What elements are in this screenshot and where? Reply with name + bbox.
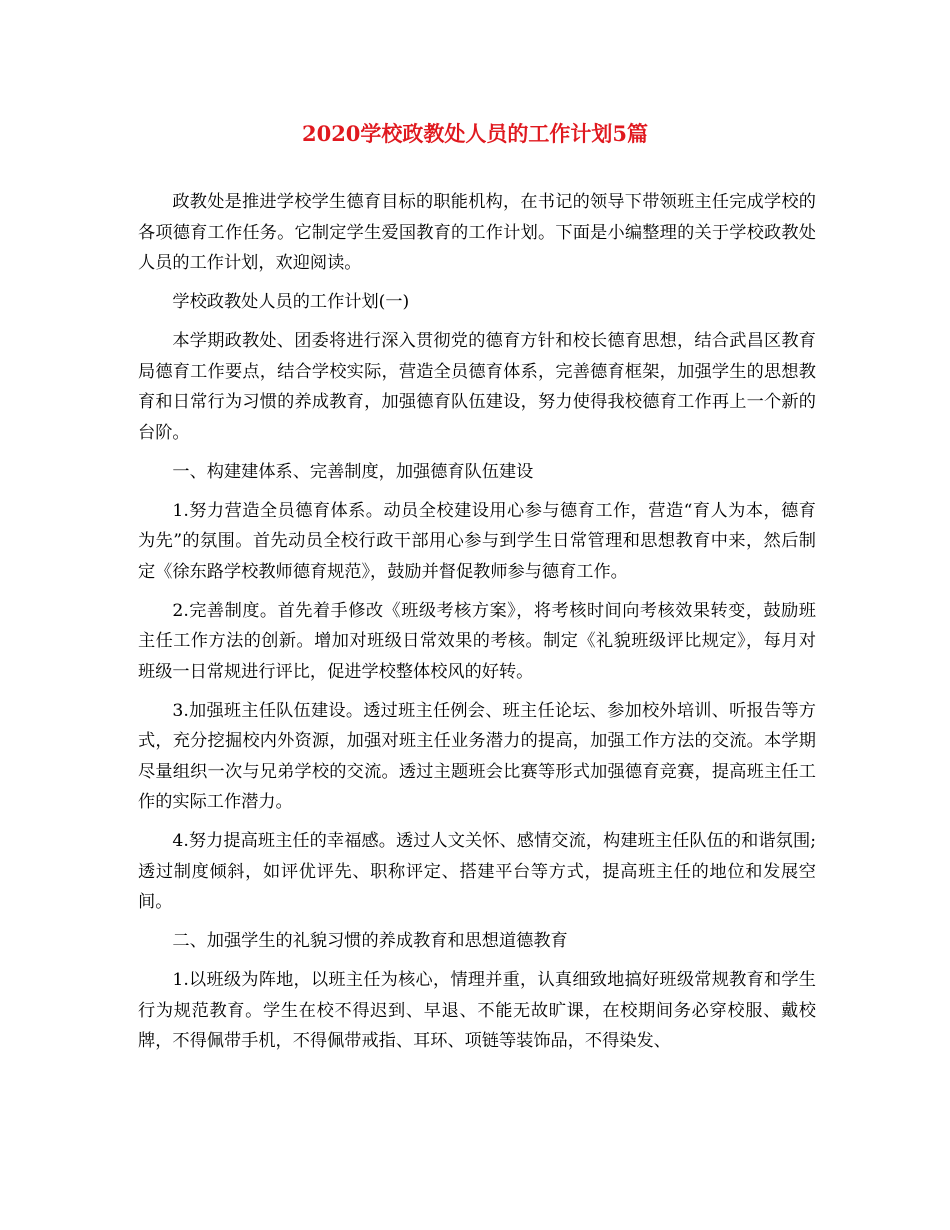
list-item-1-2: 2.完善制度。首先着手修改《班级考核方案》，将考核时间向考核效果转变，鼓励班主任工作方法的创新。增加对班级日常效果的考核。制定《礼貌班级评比规定》，每月对班级一日常规进行评比，促进学校整体校风的好转。 [138, 600, 816, 682]
list-item-1-4: 4.努力提高班主任的幸福感。透过人文关怀、感情交流，构建班主任队伍的和谐氛围;透过制度倾斜，如评优评先、职称评定、搭建平台等方式，提高班主任的地位和发展空间。 [138, 831, 816, 912]
paragraph-overview: 本学期政教处、团委将进行深入贯彻党的德育方针和校长德育思想，结合武昌区教育局德育工作要点，结合学校实际，营造全员德育体系，完善德育框架，加强学生的思想教育和日常行为习惯的养成教育，加强德育队伍建设，努力使得我校德育工作再上一个新的台阶。 [138, 331, 816, 443]
list-item-1-1: 1.努力营造全员德育体系。动员全校建设用心参与德育工作，营造“育人为本，德育为先”的氛围。首先动员全校行政干部用心参与到学生日常管理和思想教育中来，然后制定《徐东路学校教师德育规范》，鼓励并督促教师参与德育工作。 [138, 500, 816, 582]
document-body [138, 187, 816, 1057]
document-title: 2020学校政教处人员的工作计划5篇 [301, 121, 649, 146]
section-heading: 学校政教处人员的工作计划(一) [172, 292, 410, 312]
list-item-2-1: 1.以班级为阵地，以班主任为核心，情理并重，认真细致地搞好班级常规教育和学生行为规范教育。学生在校不得迟到、早退、不能无故旷课，在校期间务必穿校服、戴校牌，不得佩带手机，不得佩带戒指、耳环、项链等装饰品，不得染发、 [138, 970, 816, 1051]
subheading-2: 二、加强学生的礼貌习惯的养成教育和思想道德教育 [172, 931, 568, 951]
list-item-1-3: 3.加强班主任队伍建设。透过班主任例会、班主任论坛、参加校外培训、听报告等方式，充分挖掘校内外资源，加强对班主任业务潜力的提高，加强工作方法的交流。本学期尽量组织一次与兄弟学校的交流。透过主题班会比赛等形式加强德育竞赛，提高班主任工作的实际工作潜力。 [138, 700, 816, 812]
paragraph-intro: 政教处是推进学校学生德育目标的职能机构，在书记的领导下带领班主任完成学校的各项德育工作任务。它制定学生爱国教育的工作计划。下面是小编整理的关于学校政教处人员的工作计划，欢迎阅读。 [138, 192, 816, 273]
subheading-1: 一、构建建体系、完善制度，加强德育队伍建设 [172, 461, 534, 482]
